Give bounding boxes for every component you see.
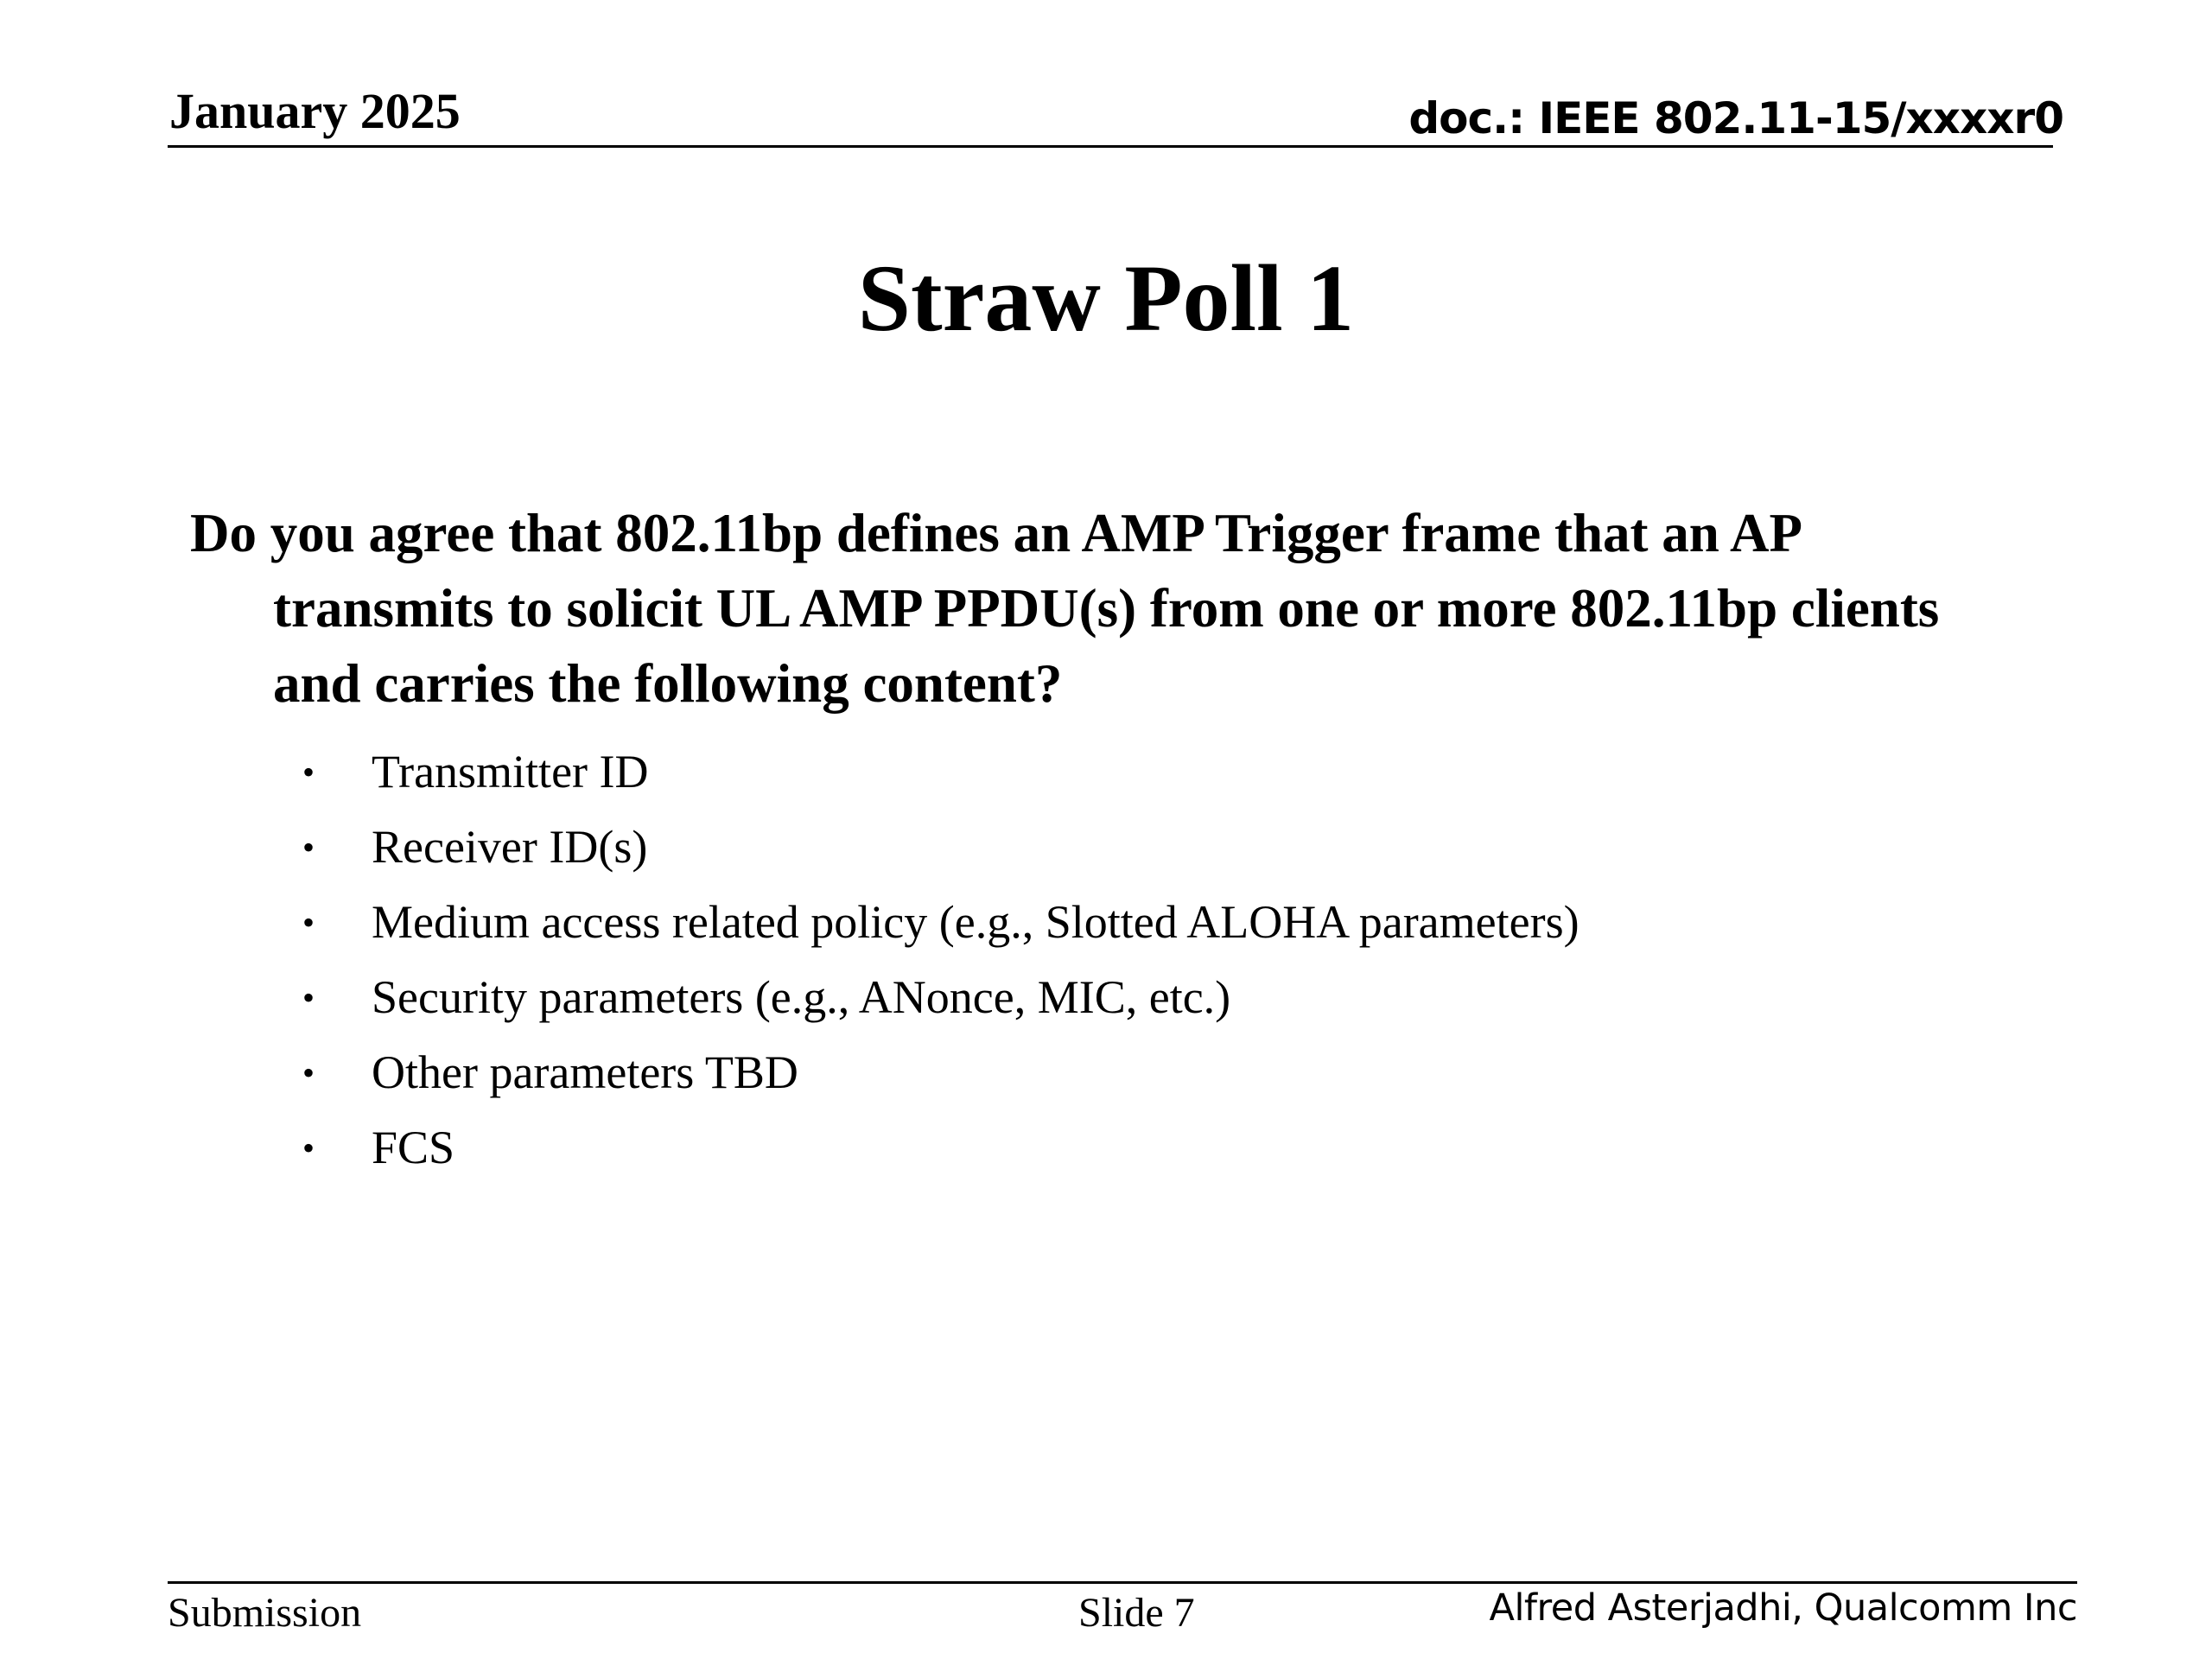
bullet-text: Other parameters TBD	[372, 1046, 798, 1098]
bullet-item	[0, 1110, 2212, 1185]
slide-title: Straw Poll 1	[857, 245, 1355, 351]
footer-author: Alfred Asterjadhi, Qualcomm Inc	[1489, 1586, 2077, 1630]
bullet-icon: •	[302, 828, 315, 867]
footer-submission-label: Submission	[168, 1590, 362, 1636]
bullet-item	[0, 1035, 2212, 1110]
content-bullet-list	[0, 734, 2212, 1185]
bullet-item	[0, 810, 2212, 885]
bullet-icon: •	[302, 753, 315, 791]
header-date: January 2025	[169, 83, 461, 139]
straw-poll-question: Do you agree that 802.11bp defines an AMP Trigger frame that an AP transmits to solicit UL AMP PPDU(s) from one or more 802.11bp clients and carries the following content?	[190, 503, 1940, 714]
bullet-text: Transmitter ID	[372, 746, 649, 798]
header-doc-id: doc.: IEEE 802.11-15/xxxxr0	[1408, 93, 2063, 143]
footer-slide-number: Slide 7	[1078, 1590, 1195, 1636]
bullet-icon: •	[302, 1053, 315, 1092]
bullet-text: Medium access related policy (e.g., Slotted ALOHA parameters)	[372, 896, 1580, 948]
bullet-item	[0, 734, 2212, 810]
bullet-item	[0, 885, 2212, 960]
bullet-text: Receiver ID(s)	[372, 821, 648, 873]
bullet-text: Security parameters (e.g., ANonce, MIC, etc.)	[372, 971, 1231, 1023]
bullet-text: FCS	[372, 1122, 455, 1173]
footer-divider	[168, 1581, 2077, 1584]
header-divider	[168, 145, 2053, 148]
bullet-item	[0, 960, 2212, 1035]
bullet-icon: •	[302, 903, 315, 942]
bullet-icon: •	[302, 978, 315, 1017]
bullet-icon: •	[302, 1128, 315, 1167]
